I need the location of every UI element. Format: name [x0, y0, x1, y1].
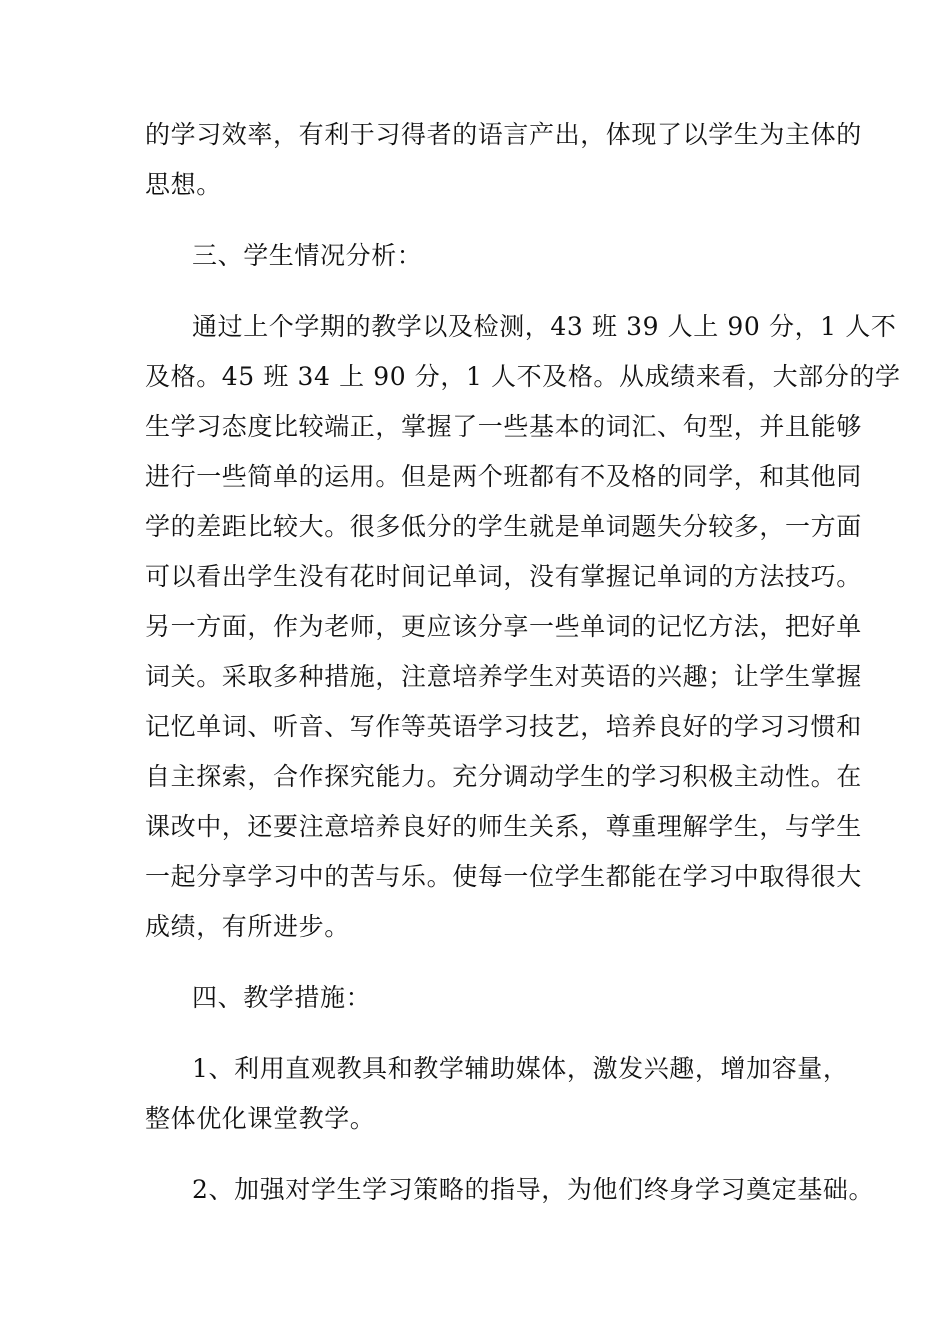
- section-heading: 三、学生情况分析：: [192, 241, 423, 270]
- text-line: 词关。采取多种措施，注意培养学生对英语的兴趣；让学生掌握: [145, 662, 862, 691]
- text-line: 生学习态度比较端正，掌握了一些基本的词汇、句型，并且能够: [145, 412, 862, 441]
- text-line: 思想。: [145, 170, 222, 199]
- text-line: 另一方面，作为老师，更应该分享一些单词的记忆方法，把好单: [145, 612, 862, 641]
- section-heading: 四、教学措施：: [192, 983, 372, 1012]
- list-item: 2、加强对学生学习策略的指导，为他们终身学习奠定基础。: [192, 1175, 875, 1204]
- text-line: 进行一些简单的运用。但是两个班都有不及格的同学，和其他同: [145, 462, 862, 491]
- text-line: 通过上个学期的教学以及检测，43 班 39 人上 90 分，1 人不: [192, 312, 897, 341]
- text-line: 记忆单词、听音、写作等英语学习技艺，培养良好的学习习惯和: [145, 712, 862, 741]
- text-line: 整体优化课堂教学。: [145, 1104, 376, 1133]
- text-line: 及格。45 班 34 上 90 分，1 人不及格。从成绩来看，大部分的学: [145, 362, 901, 391]
- list-item: 1、利用直观教具和教学辅助媒体，激发兴趣，增加容量，: [192, 1054, 849, 1083]
- text-line: 的学习效率，有利于习得者的语言产出，体现了以学生为主体的: [145, 120, 862, 149]
- text-line: 自主探索，合作探究能力。充分调动学生的学习积极主动性。在: [145, 762, 862, 791]
- text-line: 可以看出学生没有花时间记单词，没有掌握记单词的方法技巧。: [145, 562, 862, 591]
- text-line: 学的差距比较大。很多低分的学生就是单词题失分较多，一方面: [145, 512, 862, 541]
- text-line: 课改中，还要注意培养良好的师生关系，尊重理解学生，与学生: [145, 812, 862, 841]
- text-line: 成绩，有所进步。: [145, 912, 350, 941]
- text-line: 一起分享学习中的苦与乐。使每一位学生都能在学习中取得很大: [145, 862, 862, 891]
